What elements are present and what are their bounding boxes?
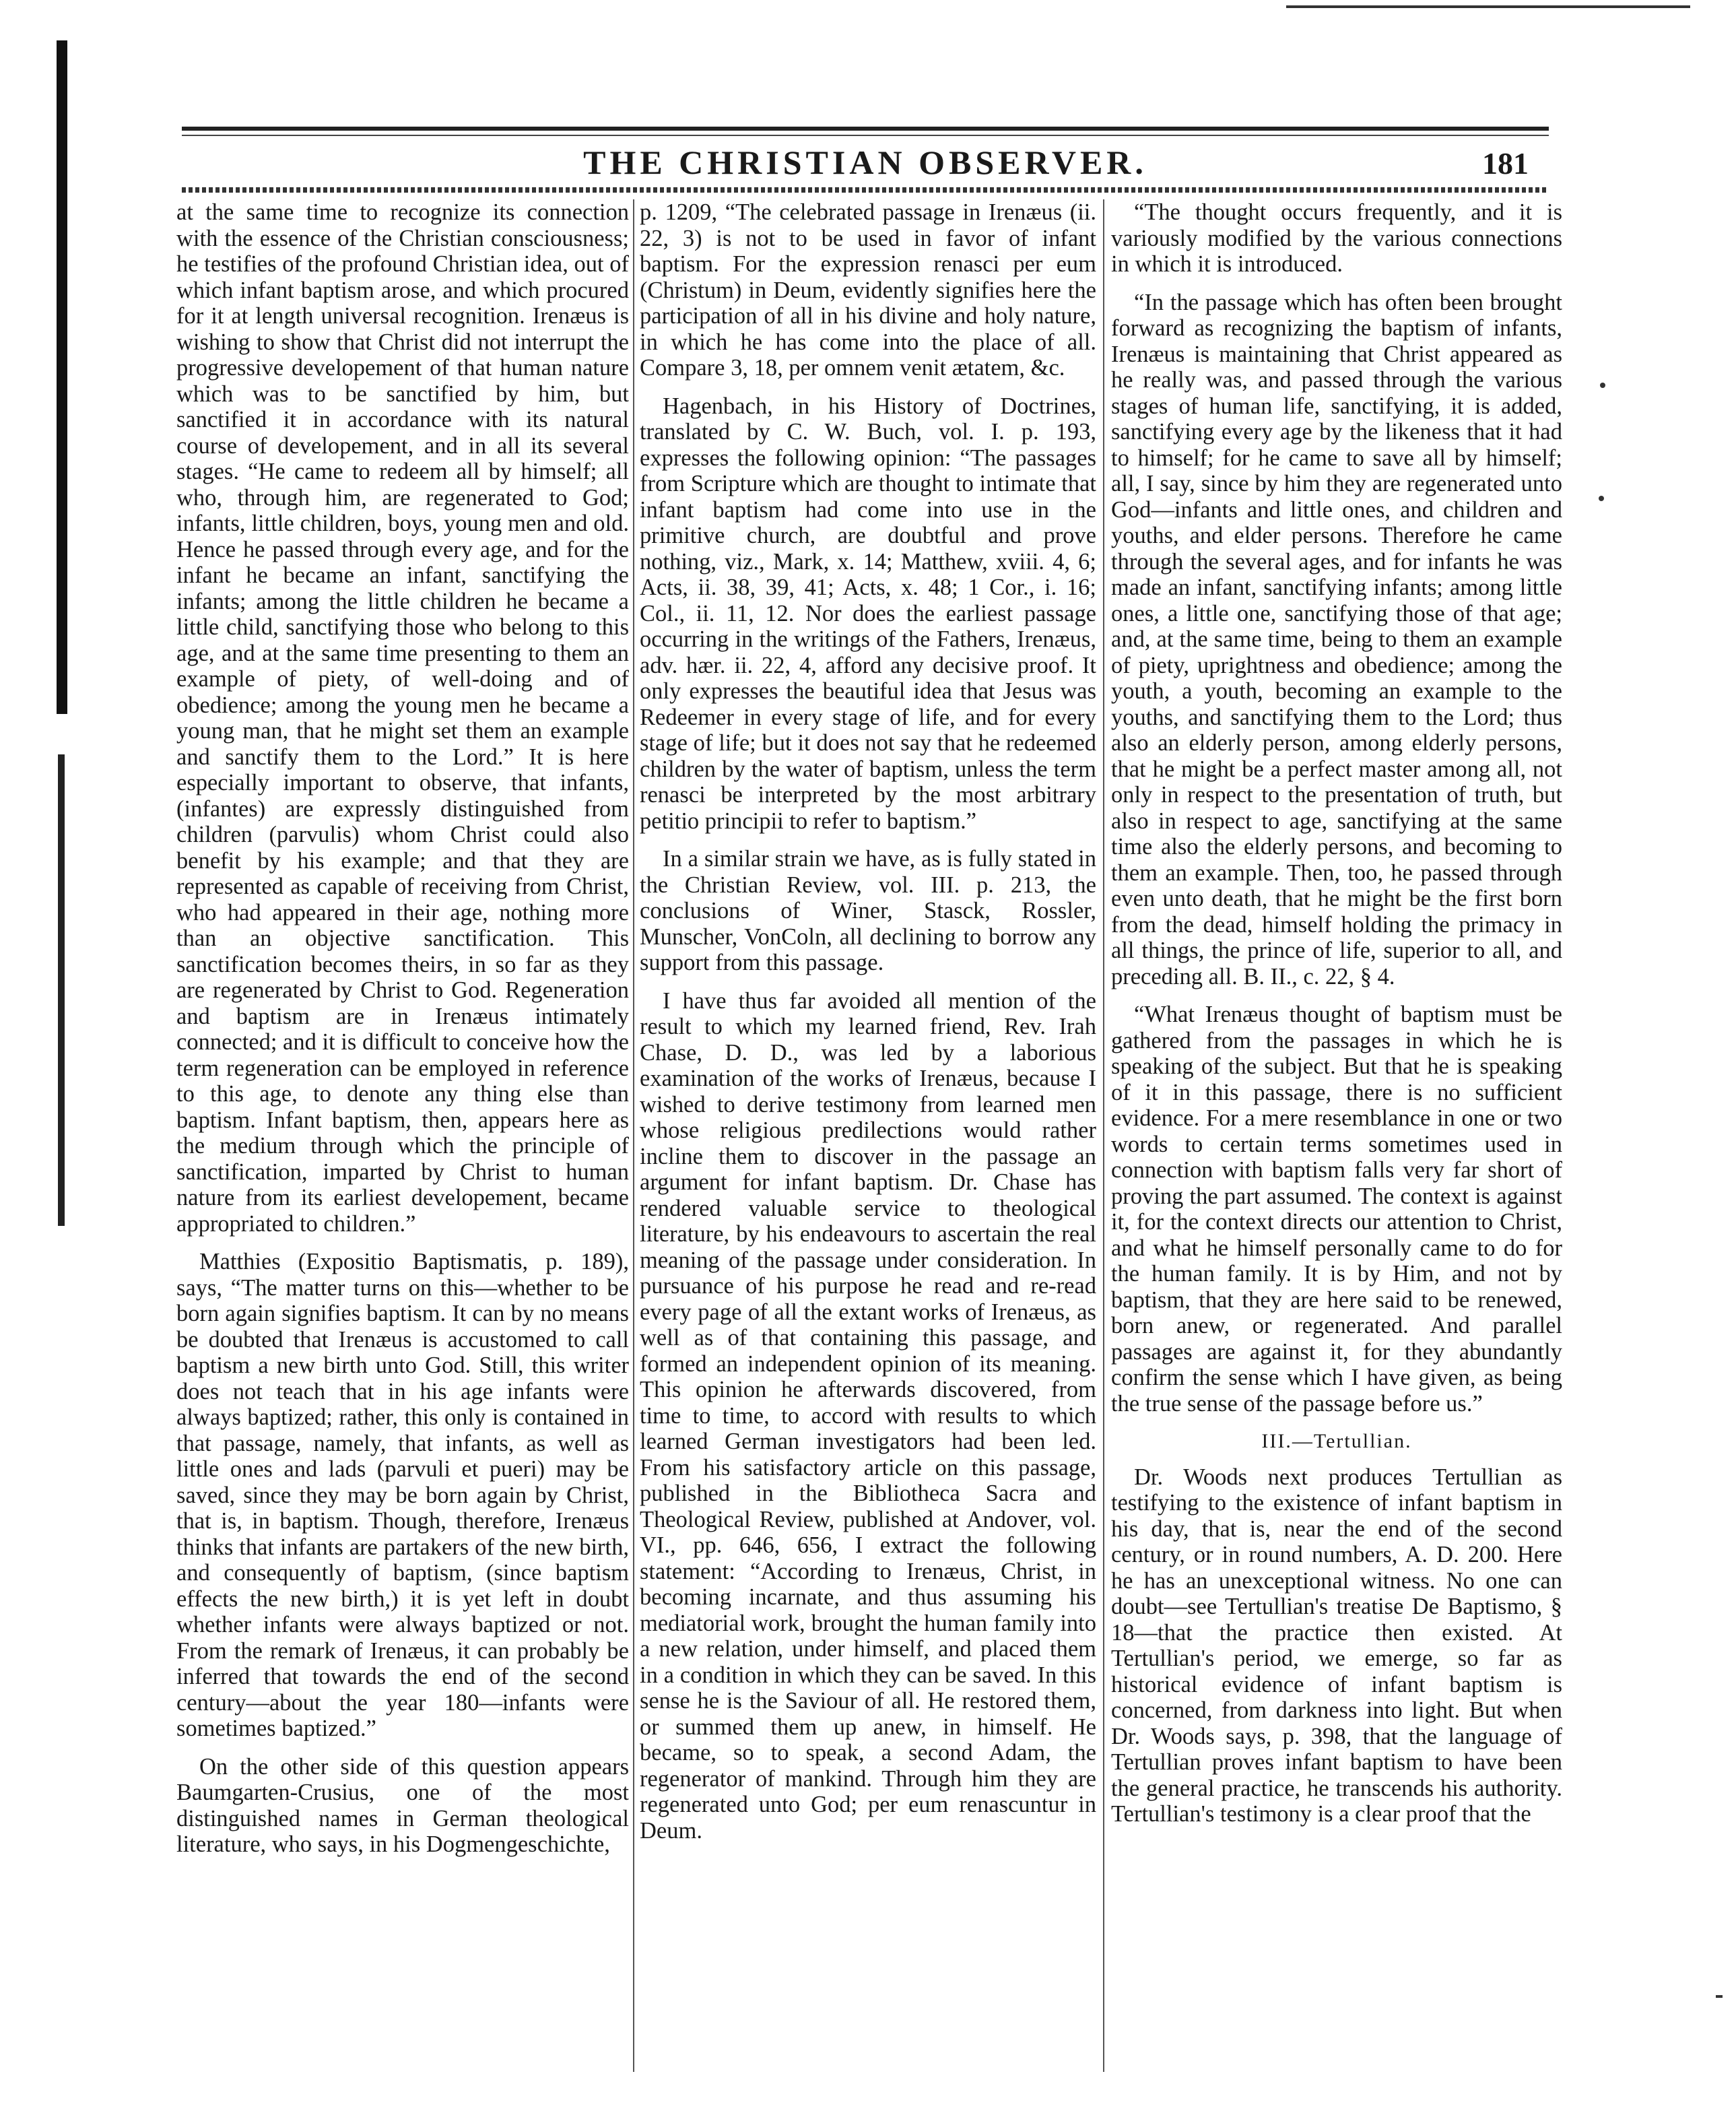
column-2 [640,199,1096,2079]
page-number: 181 [1482,146,1529,181]
header-rule-thin [182,135,1549,136]
paragraph: at the same time to recognize its connection with the essence of the Christian consciousness; he testifies of the profound Christian idea, out of which infant baptism arose, and which procured for it at length universal recognition. Irenæus is wishing to show that Christ did not interrupt the progressive developement of that human nature which was to be sanctified by him, but sanctified it in accordance with its natural course of developement, and in all its several stages. “He came to redeem all by himself; all who, through him, are regenerated to God; infants, little children, boys, young men and old. Hence he passed through every age, and for the infant he became an infant, sanctifying the infants; among the little children he became a little child, sanctifying those who belong to this age, and at the same time presenting to them an example of piety, of well-doing and of obedience; among the young men he became a young man, that he might set them an example and sanctify them to the Lord.” It is here especially important to observe, that infants, (infantes) are expressly distinguished from children (parvulis) whom Christ could also benefit by his example; and that they are represented as capable of receiving from Christ, who had appeared in their age, nothing more than an objective sanctification. This sanctification becomes theirs, in so far as they are regenerated by Christ to God. Regeneration and baptism are in Irenæus intimately connected; and it is difficult to conceive how the term regeneration can be employed in reference to this age, to denote any thing else than baptism. Infant baptism, then, appears here as the medium through which the principle of sanctification, imparted by Christ to human nature from its earliest developement, became appropriated to children.” [176,199,629,1237]
paragraph: “The thought occurs frequently, and it is variously modified by the various connections in which it is introduced. [1111,199,1562,277]
header-wavy-rule [182,187,1549,193]
paragraph: I have thus far avoided all mention of the result to which my learned friend, Rev. Irah Chase, D. D., was led by a laborious examination of the works of Irenæus, because I wished to derive testimony from learned men whose religious predilections would rather incline them to discover in the passage an argument for infant baptism. Dr. Chase has rendered valuable service to theological literature, by his endeavours to ascertain the real meaning of the passage under consideration. In pursuance of his purpose he read and re-read every page of all the extant works of Irenæus, as well as of that containing this passage, and formed an independent opinion of its meaning. This opinion he afterwards discovered, from time to time, to accord with results to which learned German investigators had been led. From his satisfactory article on this passage, published in the Bibliotheca Sacra and Theological Review, published at Andover, vol. VI., pp. 646, 656, I extract the following statement: “According to Irenæus, Christ, in becoming incarnate, and thus assuming his mediatorial work, brought the human family into a new relation, under himself, and placed them in a condition in which they can be saved. In this sense he is the Saviour of all. He restored them, or summed them up anew, in himself. He became, so to speak, a second Adam, the regenerator of mankind. Through him they are regenerated unto God; per eum renascuntur in Deum. [640,987,1096,1844]
column-1 [176,199,629,2079]
running-head [182,143,1549,190]
header-rule [182,127,1549,131]
margin-mark [1600,383,1605,388]
paragraph: “In the passage which has often been brought forward as recognizing the baptism of infants, Irenæus is maintaining that Christ appeared as he really was, and passed through the various stages of human life, sanctifying, it is added, sanctifying every age by the likeness that it had to himself; for he came to save all by himself; all, I say, since by him they are regenerated unto God—infants and little ones, and children and youths, and elder persons. Therefore he came through the several ages, and for infants he was made an infant, sanctifying infants; among little ones, a little one, sanctifying those of that age; and, at the same time, being to them an example of piety, uprightness and obedience; among the youth, a youth, becoming an example to the youths, and sanctifying them to the Lord; thus also an elderly person, among elderly persons, that he might be a perfect master among all, not only in respect to the presentation of truth, but also in respect to age, sanctifying at the same time also the elderly persons, and becoming to them an example. Then, too, he passed through even unto death, that he might be the first born from the dead, himself holding the primacy in all things, the prince of life, superior to all, and preceding all. B. II., c. 22, § 4. [1111,289,1562,989]
margin-mark [1716,1995,1723,1998]
paragraph: “What Irenæus thought of baptism must be gathered from the passages in which he is speaking of the subject. But that he is speaking of it in this passage, there is no sufficient evidence. For a mere resemblance in one or two words to certain terms sometimes used in connection with baptism falls very far short of proving the part assumed. The context is against it, for the context directs our attention to Christ, and what he himself personally came to do for the human family. It is by Him, and not by baptism, that they are here said to be renewed, born anew, or regenerated. And parallel passages are against it, for they abundantly confirm the sense which I have given, as being the true sense of the passage before us.” [1111,1002,1562,1417]
section-heading: III.—Tertullian. [1261,1430,1412,1452]
binding-shadow [57,40,67,714]
margin-mark [1599,496,1604,501]
paragraph: Dr. Woods next produces Tertullian as testifying to the existence of infant baptism in his day, that is, near the end of the second century, or in round numbers, A. D. 200. Here he has an unexceptional witness. No one can doubt—see Tertullian's treatise De Baptismo, § 18—that the practice then existed. At Tertullian's period, we emerge, so far as historical evidence of infant baptism is concerned, from darkness into light. But when Dr. Woods says, p. 398, that the language of Tertullian proves infant baptism to have been the general practice, he transcends his authority. Tertullian's testimony is a clear proof that the [1111,1464,1562,1827]
column-separator [633,199,634,2072]
column-3 [1111,199,1562,2079]
paragraph: Matthies (Expositio Baptismatis, p. 189), says, “The matter turns on this—whether to be born again signifies baptism. It can by no means be doubted that Irenæus is accustomed to call baptism a new birth unto God. Still, this writer does not teach that in his age infants were always baptized; rather, this only is contained in that passage, namely, that infants, as well as little ones and lads (parvuli et pueri) may be saved, since they may be born again by Christ, that is, in baptism. Though, therefore, Irenæus thinks that infants are partakers of the new birth, and consequently of baptism, (since baptism effects the new birth,) it is yet left in doubt whether infants were always baptized or not. From the remark of Irenæus, it can probably be inferred that towards the end of the second century—about the year 180—infants were sometimes baptized.” [176,1249,629,1741]
journal-title: THE CHRISTIAN OBSERVER. [583,143,1147,181]
column-separator [1103,199,1104,2072]
paragraph: p. 1209, “The celebrated passage in Irenæus (ii. 22, 3) is not to be used in favor of infant baptism. For the expression renasci per eum (Christum) in Deum, evidently signifies here the participation of all in his divine and holy nature, in which he has come into the place of all. Compare 3, 18, per omnem venit ætatem, &c. [640,199,1096,381]
paragraph: On the other side of this question appears Baumgarten-Crusius, one of the most distinguished names in German theological literature, who says, in his Dogmengeschichte, [176,1753,629,1857]
paragraph: Hagenbach, in his History of Doctrines, translated by C. W. Buch, vol. I. p. 193, expresses the following opinion: “The passages from Scripture which are thought to intimate that infant baptism had come into use in the primitive church, are doubtful and prove nothing, viz., Mark, x. 14; Matthew, xviii. 4, 6; Acts, ii. 38, 39, 41; Acts, x. 48; 1 Cor., i. 16; Col., ii. 11, 12. Nor does the earliest passage occurring in the writings of the Fathers, Irenæus, adv. hær. ii. 22, 4, afford any decisive proof. It only expresses the beautiful idea that Jesus was Redeemer in every stage of life, and for every stage of life; but it does not say that he redeemed children by the water of baptism, unless the term renasci be interpreted by the most arbitrary petitio principii to refer to baptism.” [640,393,1096,834]
binding-shadow-lower [58,754,65,1226]
paragraph: In a similar strain we have, as is fully stated in the Christian Review, vol. III. p. 213, the conclusions of Winer, Stasck, Rossler, Munscher, VonColn, all declining to borrow any support from this passage. [640,846,1096,975]
top-margin-rule [1286,5,1690,8]
